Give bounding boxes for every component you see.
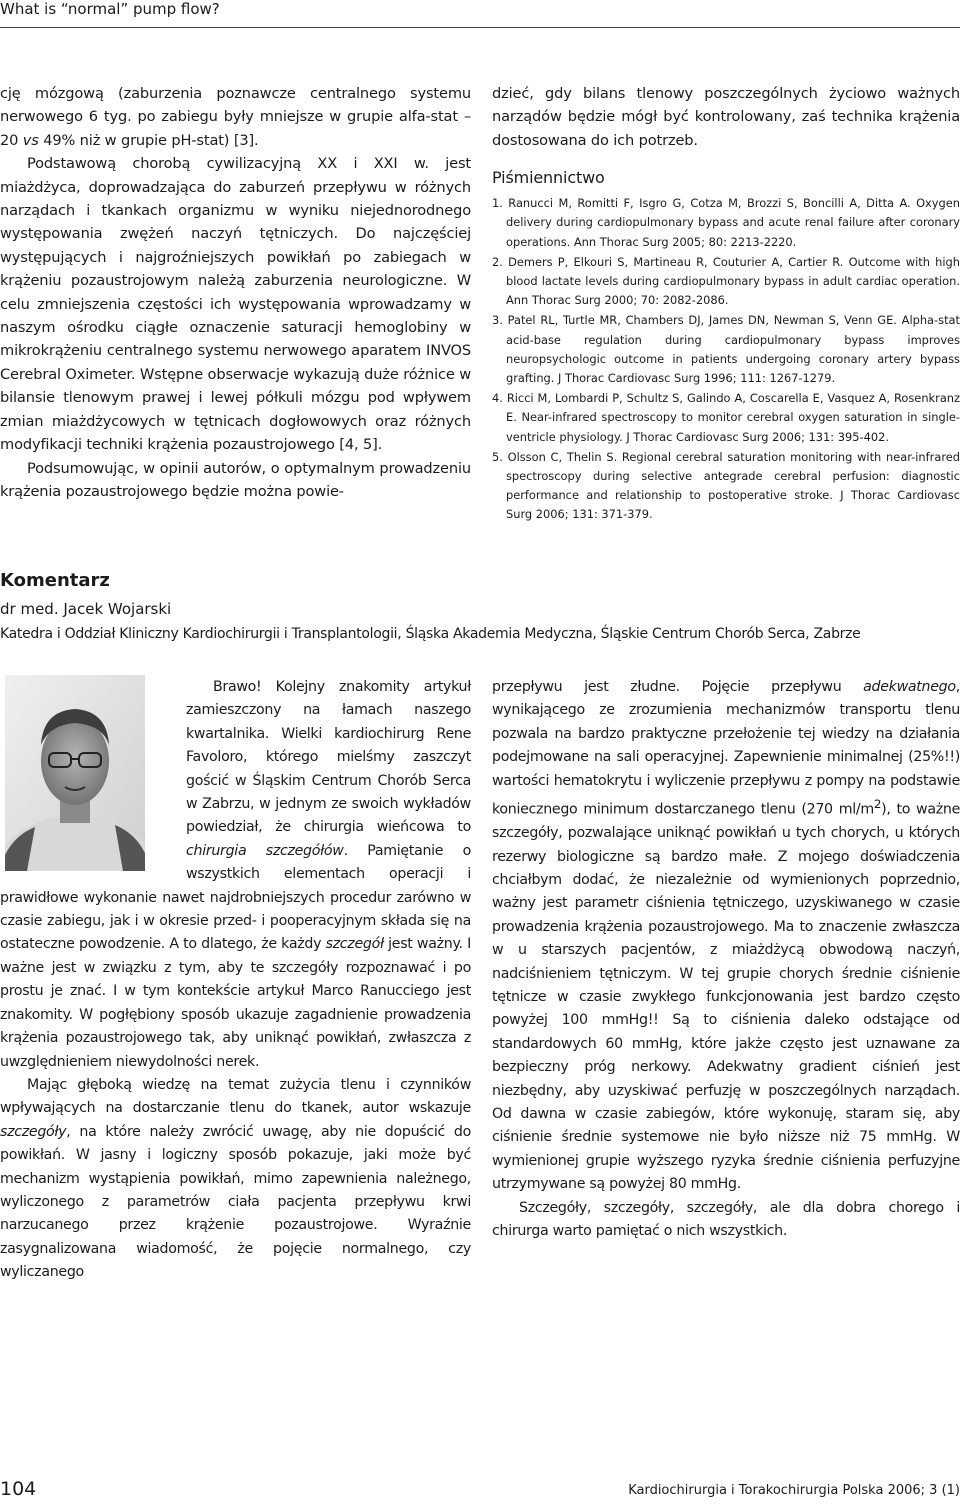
paragraph: Podstawową chorobą cywilizacyjną XX i XXI w. jest miażdżyca, doprowadzająca do zaburzeń przepływu w różnych narządach i tkankach organizmu w wyniku niejednorodnego występowania zwężeń naczyń tętniczych. Do najczęściej występujących i najgroźniejszych powikłań po zabiegach w krążeniu pozaustrojowym należą zaburzenia neurologiczne. W celu zmniejszenia częstości ich występowania wprowadzamy w naszym ośrodku ciągłe oznaczenie saturacji hemoglobiny w mikrokrążeniu centralnego systemu nerwowego aparatem INVOS Cerebral Oximeter. Wstępne obserwacje wykazują duże różnice w bilansie tlenowym prawej i lewej półkuli mózgu pod wpływem zmian miażdżycowych w tętnicach dogłowowych oraz różnych modyfikacji techniki krążenia pozaustrojowego [4, 5]. (0, 155, 471, 454)
paragraph (0, 1074, 471, 1285)
paragraph (0, 82, 471, 152)
text-run: jest ważny. I ważne jest w związku z tym, aby te szczegóły rozpoznawać i po prostu je znać. I w tym kontekście artykuł Marco Ranucciego jest znakomity. W pogłębiony sposób ukazuje zagadnienie prowadzenia krążenia pozaustrojowego tak, aby uniknąć powikłań, zwłaszcza z uwzględnieniem niewydolności nerek. (0, 936, 471, 1070)
italic-text: chirurgia szczegółów (186, 842, 344, 859)
journal-citation: Kardiochirurgia i Torakochirurgia Polska 2006; 3 (1) (628, 1483, 960, 1498)
italic-text: adekwatnego (863, 679, 956, 695)
commentary-title: Komentarz (0, 570, 110, 591)
text-run: 49% niż w grupie pH-stat) [3]. (38, 131, 259, 149)
bottom-right-column (492, 676, 960, 1243)
top-right-column (492, 82, 960, 526)
text-run: Brawo! Kolejny znakomity artykuł zamieszczony na łamach naszego kwartalnika. Wielki kardiochirurg Rene Favoloro, którego mielśmy zaszczyt gościć w Śląskim Centrum Chorób Serca w Zabrzu, w jednym ze swoich wykładów powiedział, że chirurgia wieńcowa to (186, 679, 471, 836)
page-number: 104 (0, 1478, 37, 1500)
running-head: What is “normal” pump flow? (0, 0, 220, 18)
italic-text: szczegół (325, 936, 384, 953)
paragraph: Szczegóły, szczegóły, szczegóły, ale dla dobra chorego i chirurga warto pamiętać o nich wszystkich. (492, 1199, 960, 1240)
reference-item: 1. Ranucci M, Romitti F, Isgro G, Cotza M, Brozzi S, Boncilli A, Ditta A. Oxygen delivery during cardiopulmonary bypass and acute renal failure after coronary operations. Ann Thorac Surg 2005; 80: 2213-2220. (492, 196, 960, 249)
commentary-affiliation: Katedra i Oddział Kliniczny Kardiochirurgii i Transplantologii, Śląska Akademia Medyczna, Śląskie Centrum Chorób Serca, Zabrze (0, 626, 861, 642)
text-run: przepływu jest złudne. Pojęcie przepływu (492, 679, 864, 695)
paragraph: dzieć, gdy bilans tlenowy poszczególnych życiowo ważnych narządów będzie mógł być kontrolowany, zaś technika krążenia dostosowana do ich potrzeb. (492, 85, 960, 149)
commentary-author: dr med. Jacek Wojarski (0, 600, 172, 618)
paragraph (492, 676, 960, 1197)
top-left-column (0, 82, 471, 503)
bottom-left-column (0, 676, 471, 1285)
italic-text: vs (22, 131, 39, 149)
text-run: cję mózgową (zaburzenia poznawcze centralnego systemu nerwowego 6 tyg. po zabiegu były mniejsze w grupie alfa-stat – 20 (0, 85, 471, 149)
reference-item: 2. Demers P, Elkouri S, Martineau R, Couturier A, Cartier R. Outcome with high blood lactate levels during cardiopulmonary bypass in adult cardiac operation. Ann Thorac Surg 2000; 70: 2082-2086. (492, 254, 960, 308)
text-run: . Pamiętanie o wszystkich elementach operacji i prawidłowe wykonanie nawet najdrobniejszych procedur zarówno w czasie zabiegu, jak i w okresie przed- i pooperacyjnym składa się na ostateczne powodzenie. A to dlatego, że każdy (0, 842, 471, 953)
references-list (492, 194, 960, 524)
references-heading: Piśmiennictwo (492, 168, 605, 188)
text-run: ), to ważne szczegóły, pozwalające uniknąć powikłań u tych chorych, u których rezerwy biologiczne są bardzo małe. Z mojego doświadczenia chciałbym dodać, że niezależnie od wymienionych poprzednio, ważny jest parametr ciśnienia tętniczego, uzyskiwanego w czasie prowadzenia krążenia pozaustrojowego. Ma to znaczenie zwłaszcza w u starszych pacjentów, z miażdżycą obwodową naczyń, nadciśnieniem tętniczym. W tej grupie chorych średnie ciśnienie tętnicze w czasie zwykłego funkcjonowania jest bardzo często powyżej 100 mmHg!! Są to ciśnienia daleko odstające od standardowych 60 mmHg, które jakże często jest uznawane za bezpieczny próg nerkowy. Adekwatny gradient ciśnień jest niezbędny, aby uzyskiwać perfuzję w poszczególnych narządach. Od dawna w czasie zabiegów, które wykonuję, staram się, aby ciśnienie średnie systemowe nie było niższe niż 75 mmHg. W wymienionej grupie wyższego ryzyka średnie ciśnienia perfuzyjne utrzymywane są powyżej 80 mmHg. (492, 801, 960, 1193)
reference-item: 4. Ricci M, Lombardi P, Schultz S, Galindo A, Coscarella E, Vasquez A, Rosenkranz E. Near-infrared spectroscopy to monitor cerebral oxygen saturation in single-ventricle physiology. J Thorac Cardiovasc Surg 2006; 131: 395-402. (492, 391, 960, 444)
superscript: 2 (873, 797, 882, 812)
text-run: Mając głęboką wiedzę na temat zużycia tlenu i czynników wpływających na dostarczanie tlenu do tkanek, autor wskazuje (0, 1076, 471, 1117)
reference-item: 5. Olsson C, Thelin S. Regional cerebral saturation monitoring with near-infrared spectroscopy during selective antegrade cerebral perfusion: diagnostic performance and relationship to postoperative stroke. J Thorac Cardiovasc Surg 2006; 131: 371-379. (492, 449, 960, 522)
reference-item: 3. Patel RL, Turtle MR, Chambers DJ, James DN, Newman S, Venn GE. Alpha-stat acid-base regulation during cardiopulmonary bypass improves neuropsychologic outcome in patients undergoing coronary artery bypass grafting. J Thorac Cardiovasc Surg 1996; 111: 1267-1279. (492, 313, 960, 386)
text-run: , na które należy zwrócić uwagę, aby nie dopuścić do powikłań. W jasny i logiczny sposób pokazuje, jaki może być mechanizm wystąpienia powikłań, mimo zapewnienia należnego, wyliczonego z parametrów ciała pacjenta przepływu krwi narzucanego przez krążenie pozaustrojowe. Wyraźnie zasygnalizowana wiadomość, że pojęcie normalnego, czy wyliczanego (0, 1123, 471, 1281)
paragraph: Podsumowując, w opinii autorów, o optymalnym prowadzeniu krążenia pozaustrojowego będzie można powie- (0, 459, 471, 500)
header-rule (0, 27, 960, 28)
text-run: , wynikającego ze zrozumienia mechanizmów transportu tlenu pozwala na bardzo praktyczne przełożenie tej wiedzy na działania podejmowane na sali operacyjnej. Zapewnienie minimalnej (25%!!) wartości hematokrytu i wyliczenie przepływu z pompy na podstawie koniecznego minimum dostarczanego tlenu (270 ml/m (492, 679, 960, 818)
italic-text: szczegóły (0, 1123, 67, 1140)
